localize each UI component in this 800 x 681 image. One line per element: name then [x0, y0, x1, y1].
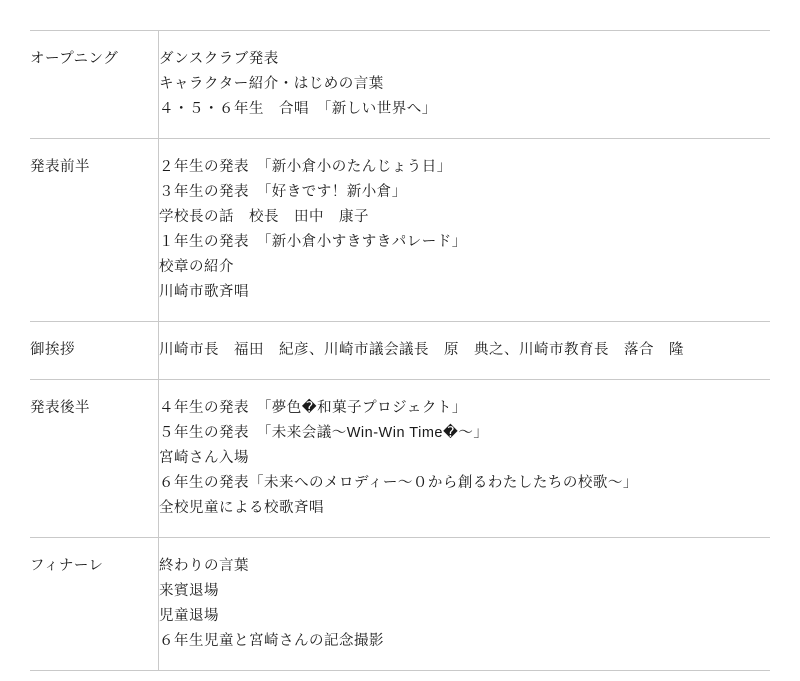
section-content-cell: [159, 322, 771, 380]
content-line: ４・５・６年生 合唱 「新しい世界へ」: [159, 101, 437, 117]
content-line: 来賓退場: [159, 583, 219, 599]
table-row: [30, 380, 770, 538]
section-label-cell: [30, 322, 159, 380]
content-line: 全校児童による校歌斉唱: [159, 500, 324, 516]
section-content-cell: [159, 380, 771, 538]
table-row: [30, 322, 770, 380]
section-content-cell: [159, 31, 771, 139]
content-line: キャラクター紹介・はじめの言葉: [159, 76, 384, 92]
content-line: 校章の紹介: [159, 259, 234, 275]
section-label: 御挨拶: [30, 342, 75, 358]
content-line: 川崎市歌斉唱: [159, 284, 249, 300]
section-label-cell: [30, 380, 159, 538]
content-line: 川崎市長 福田 紀彦、川崎市議会議長 原 典之、川崎市教育長 落合 隆: [159, 342, 684, 358]
table-row: [30, 31, 770, 139]
content-line: 終わりの言葉: [159, 558, 249, 574]
program-table: [30, 30, 770, 671]
content-line: 児童退場: [159, 608, 219, 624]
content-line: ３年生の発表 「好きです！新小倉」: [159, 184, 407, 200]
content-line: ６年生の発表「未来へのメロディー〜０から創るわたしたちの校歌〜」: [159, 475, 638, 491]
section-label-cell: [30, 31, 159, 139]
section-label: オープニング: [30, 51, 119, 67]
content-line: ６年生児童と宮崎さんの記念撮影: [159, 633, 384, 649]
content-line: ４年生の発表 「夢色�和菓子プロジェクト」: [159, 400, 467, 416]
section-label: フィナーレ: [30, 558, 104, 574]
content-line: ５年生の発表 「未来会議〜Win-Win Time�〜」: [159, 425, 489, 441]
section-content-cell: [159, 538, 771, 671]
content-line: 学校長の話 校長 田中 康子: [159, 209, 369, 225]
content-line: 宮崎さん入場: [159, 450, 249, 466]
table-row: [30, 538, 770, 671]
table-row: [30, 139, 770, 322]
content-line: ２年生の発表 「新小倉小のたんじょう日」: [159, 159, 452, 175]
section-label: 発表前半: [30, 159, 90, 175]
section-label-cell: [30, 139, 159, 322]
section-label: 発表後半: [30, 400, 90, 416]
content-line: ダンスクラブ発表: [159, 51, 279, 67]
content-line: １年生の発表 「新小倉小すきすきパレード」: [159, 234, 467, 250]
section-content-cell: [159, 139, 771, 322]
section-label-cell: [30, 538, 159, 671]
